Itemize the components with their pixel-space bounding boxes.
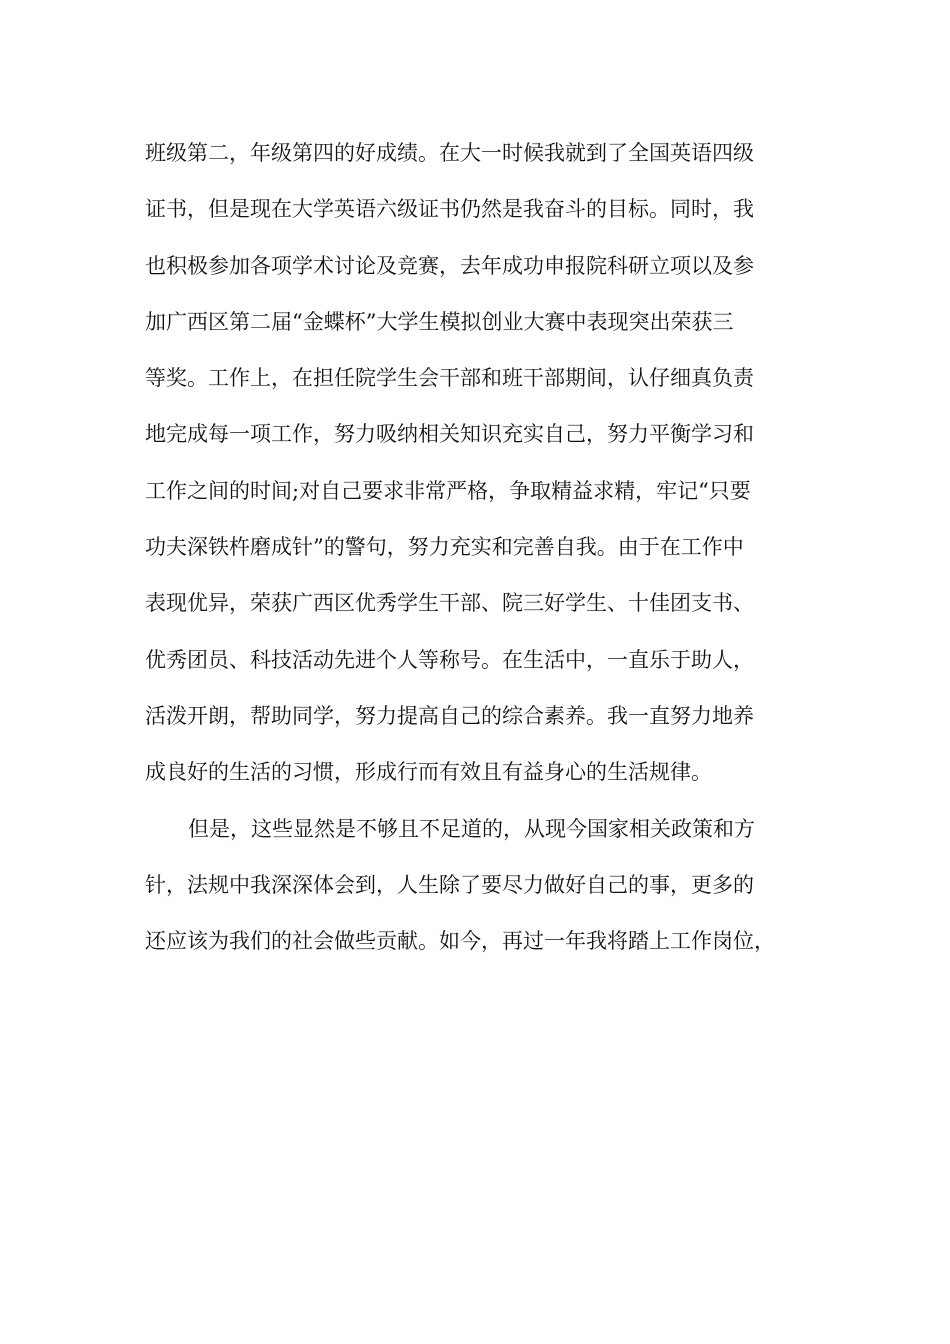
text-line: 地完成每一项工作，努力吸纳相关知识充实自己，努力平衡学习和	[145, 422, 754, 447]
text-line: 等奖。工作上，在担任院学生会干部和班干部期间，认仔细真负责	[145, 366, 754, 391]
text-line: 针，法规中我深深体会到，人生除了要尽力做好自己的事，更多的	[145, 872, 754, 897]
document-body	[145, 133, 820, 977]
text-line: 也积极参加各项学术讨论及竞赛，去年成功申报院科研立项以及参	[145, 253, 754, 278]
paragraph-start-line: 但是，这些显然是不够且不足道的，从现今国家相关政策和方	[188, 816, 755, 841]
text-line: 功夫深铁杵磨成针”的警句，努力充实和完善自我。由于在工作中	[145, 535, 744, 560]
text-line: 优秀团员、科技活动先进个人等称号。在生活中，一直乐于助人，	[145, 647, 754, 672]
text-line: 还应该为我们的社会做些贡献。如今，再过一年我将踏上工作岗位，	[145, 929, 775, 954]
text-line: 工作之间的时间;对自己要求非常严格，争取精益求精，牢记“只要	[145, 478, 751, 503]
text-line: 证书，但是现在大学英语六级证书仍然是我奋斗的目标。同时，我	[145, 197, 754, 222]
text-line: 班级第二，年级第四的好成绩。在大一时候我就到了全国英语四级	[145, 141, 754, 165]
text-line: 活泼开朗，帮助同学，努力提高自己的综合素养。我一直努力地养	[145, 703, 754, 728]
text-line: 加广西区第二届“金蝶杯”大学生模拟创业大赛中表现突出荣获三	[145, 309, 734, 334]
text-line: 成良好的生活的习惯，形成行而有效且有益身心的生活规律。	[145, 760, 712, 785]
text-line: 表现优异，荣获广西区优秀学生干部、院三好学生、十佳团支书、	[145, 591, 754, 616]
